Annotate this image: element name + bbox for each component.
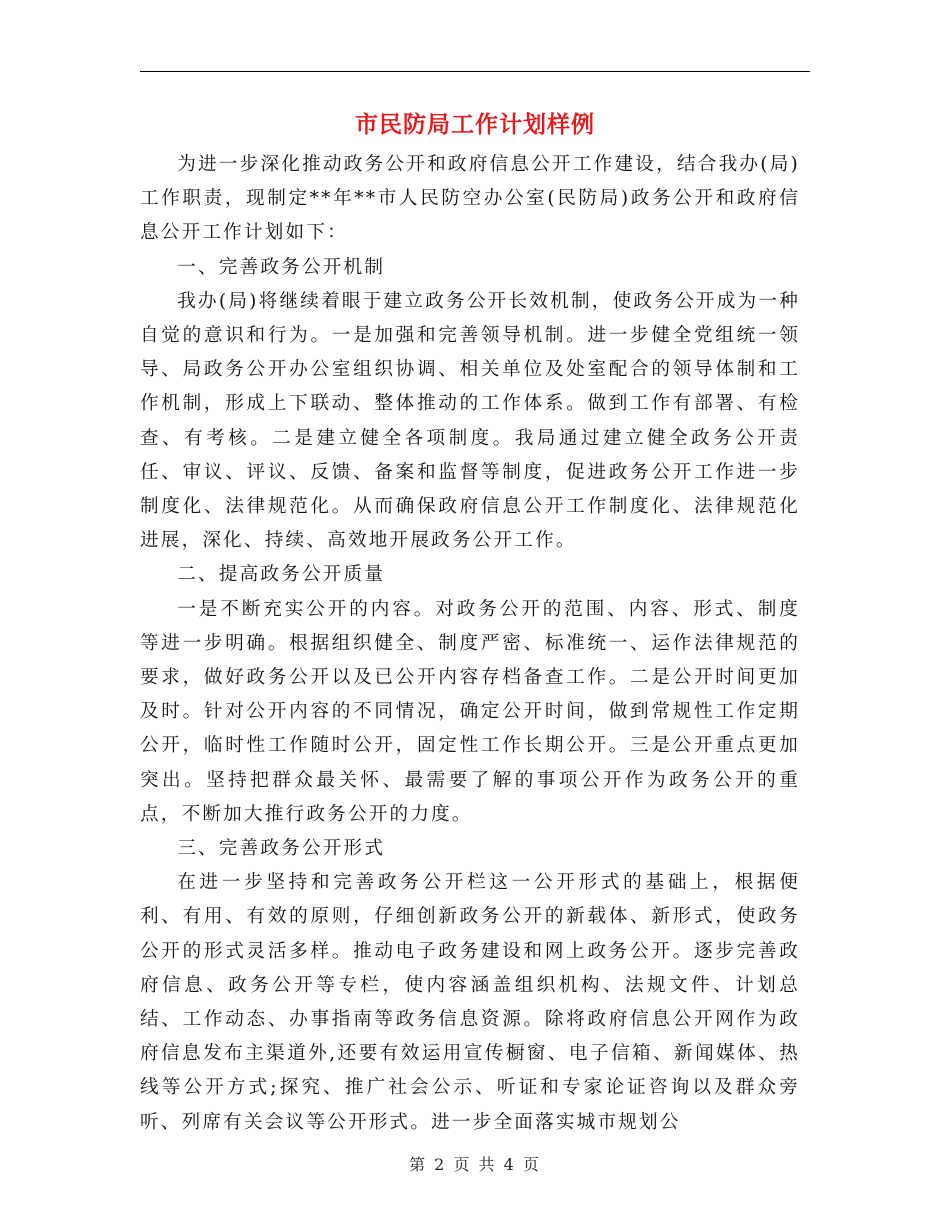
page-number-footer: 第 2 页 共 4 页 [409,1155,541,1174]
document-title: 市民防局工作计划样例 [355,112,595,138]
section-heading-2: 二、提高政务公开质量 [177,564,386,586]
header-rule [140,71,810,72]
paragraph-intro: 为进一步深化推动政务公开和政府信息公开工作建设，结合我办(局)工作职责，现制定**年**市人民防空办公室(民防局)政务公开和政府信息公开工作计划如下： [140,154,800,244]
section-heading-3: 三、完善政务公开形式 [177,838,386,860]
paragraph-section-3: 在进一步坚持和完善政务公开栏这一公开形式的基础上，根据便利、有用、有效的原则，仔细创新政务公开的新载体、新形式，使政务公开的形式灵活多样。推动电子政务建设和网上政务公开。逐步完善政府信息、政务公开等专栏，使内容涵盖组织机构、法规文件、计划总结、工作动态、办事指南等政务信息资源。除将政府信息公开网作为政府信息发布主渠道外,还要有效运用宣传橱窗、电子信箱、新闻媒体、热线等公开方式;探究、推广社会公示、听证和专家论证咨询以及群众旁听、列席有关会议等公开形式。进一步全面落实城市规划公 [140,872,800,1133]
paragraph-section-1: 我办(局)将继续着眼于建立政务公开长效机制，使政务公开成为一种自觉的意识和行为。一是加强和完善领导机制。进一步健全党组统一领导、局政务公开办公室组织协调、相关单位及处室配合的领导体制和工作机制，形成上下联动、整体推动的工作体系。做到工作有部署、有检查、有考核。二是建立健全各项制度。我局通过建立健全政务公开责任、审议、评议、反馈、备案和监督等制度，促进政务公开工作进一步制度化、法律规范化。从而确保政府信息公开工作制度化、法律规范化进展，深化、持续、高效地开展政务公开工作。 [140,290,800,552]
document-body [140,148,800,1140]
paragraph-section-2: 一是不断充实公开的内容。对政务公开的范围、内容、形式、制度等进一步明确。根据组织健全、制度严密、标准统一、运作法律规范的要求，做好政务公开以及已公开内容存档备查工作。二是公开时间更加及时。针对公开内容的不同情况，确定公开时间，做到常规性工作定期公开，临时性工作随时公开，固定性工作长期公开。三是公开重点更加突出。坚持把群众最关怀、最需要了解的事项公开作为政务公开的重点，不断加大推行政务公开的力度。 [140,598,800,825]
section-heading-1: 一、完善政务公开机制 [177,256,386,278]
